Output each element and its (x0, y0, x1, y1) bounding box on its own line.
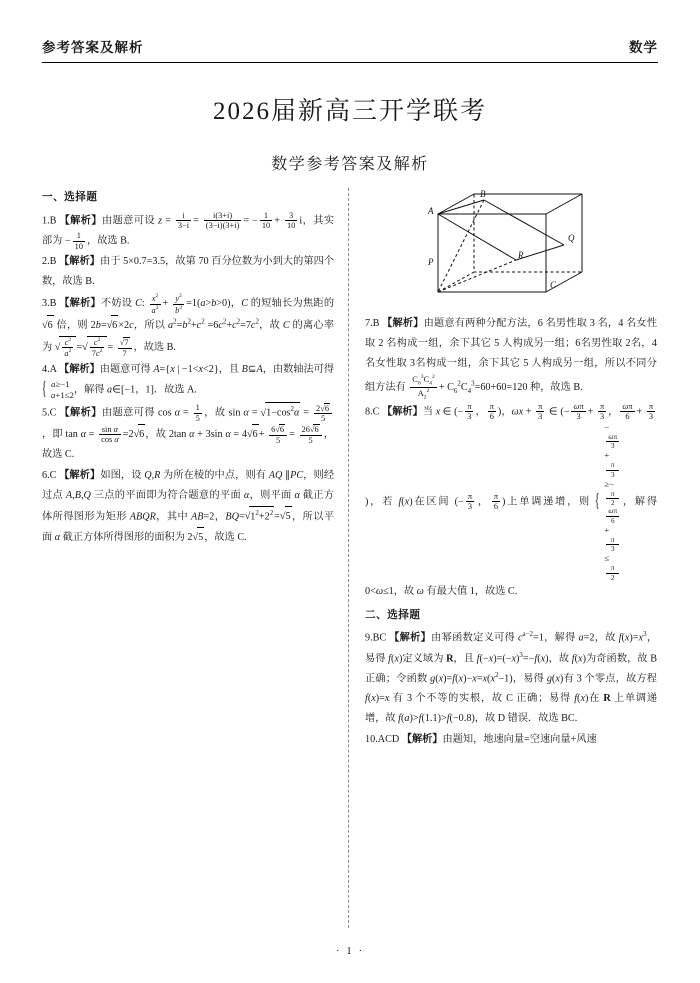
list-item: 10.ACD 【解析】由题知，地速向量=空速向量+风速 (365, 734, 597, 746)
cube-label-A: A (428, 206, 434, 216)
cube-label-P: P (428, 257, 434, 267)
list-item: 3.B 【解析】不妨设 C: $\frac{x^2}{a^2}$ + $\frac{y^2}{b^2}$ =1(a>b>0)，C 的短轴长为焦距的 √ 6 倍，则 2b= √ 6×2c，所以 $a^2=b^2+c^2 =6c^2+c^2=7c^2$，故 C 的离心率为 √ $\frac{c^2}{a^2}$ = √ $\frac{c^2}{7c^2}$ = √ $\frac{7}{7}$ ，故选 B. (42, 293, 334, 358)
item-tag: 【解析】 (382, 318, 424, 329)
list-item: 7.B 【解析】由题意有两种分配方法，6 名男性取 3 名，4 名女性取 2 名构成一组，余下其它 5 人构成另一组；6名男性取 2名，4名女性取 3名构成一组，余下其它 5 人构成另一组，所以不同分组方法有 $\frac{C_6^3C_4^2}{A_2^2}$ + $C_6^2C_4^3=60+60=120$ 种，故选 B. (365, 318, 658, 401)
column-divider (348, 188, 349, 928)
item-tag: 【解析】 (59, 256, 100, 268)
item-number: 1.B (42, 215, 57, 227)
item-number: 2.B (42, 256, 57, 268)
page-number: · 1 · (335, 945, 365, 957)
page-title: 2026届新高三开学联考 (212, 98, 487, 125)
page-subtitle: 数学参考答案及解析 (271, 156, 429, 173)
cube-label-B: B (480, 189, 486, 199)
item-number: 3.B (42, 298, 57, 310)
list-item: 8.C 【解析】当 x ∈ (− $\frac{\pi}{3}$ ， $\frac{\pi}{6}$ )，ωx + $\frac{\pi}{3}$ ∈ (− $\frac{\omega\pi}{3}$ + $\frac{\pi}{3}$ ， $\frac{\omega\pi}{6}$ + $\frac{\pi}{3}$ )，若 f(x)在区间 (− $\frac{\pi}{3}$ ， $\frac{\pi}{6}$ )上单调递增，则 { − ωπ 3 + π 3 ≥− π 2 ωπ 6 + π 3 ≤ π 2 ，解得 0<ω≤1，故 ω 有最大值 1，故选 C. (365, 402, 657, 602)
running-head-right: 数学 (629, 40, 658, 55)
list-item: 4.A 【解析】由题意可得 A={x | −1<x<2}，且 B⊆A，由数轴法可得 { a≥−1 a+1≤2 ，解得 a∈[−1，1]．故选 A. (42, 360, 334, 402)
left-column (42, 188, 346, 928)
running-head-left: 参考答案及解析 (42, 40, 144, 55)
item-number: 7.B (365, 318, 380, 329)
item-tag: 【解析】 (59, 363, 100, 375)
body-columns (42, 188, 658, 928)
item-number: 10.ACD (365, 734, 400, 746)
list-item: 6.C 【解析】如图，设 Q,R 为所在棱的中点，则有 AQ ∥PC，则经过点 A,B,Q 三点的平面即为符合题意的平面 α，则平面 α 截正方体所得图形为矩形 ABQR，其中 AB=2，BQ= √ $1^2+2^2=$ √ 5，所以平面 α 截正方体所得图形的面积为 2 √ 5，故选 C. (42, 466, 334, 548)
list-item: 5.C 【解析】由题意可得 cos α = $\frac{1}{5}$ ，故 sin α = √ $1-\cos^2\alpha$ = $\frac{2 √ 6}{5}$ ，即 tan α = $\frac{\text{sin α}}{\text{cos α}}$ =2 √ 6，故 2tan α + 3sin α = 4 √ 6+ $\frac{6 √ 6}{5}$ = $\frac{26 √ 6}{5}$ ，故选 C. (42, 402, 334, 465)
list-item: 2.B 【解析】由于 5×0.7=3.5，故第 70 百分位数为小到大的第四个数，故选 B. (42, 256, 335, 288)
list-item: 9.BC 【解析】由幂函数定义可得 $c^{a-2}=1$，解得 a=2，故 $f(x)=x^3$，易得 f(x)定义域为 R，且 $f(-x)=(-x)^3=-f(x)$，故 f(x)为奇函数，故 B 正确；令函数 $g(x)=f(x)-x=x(x^2-1)$，易得 g(x)有 3 个零点，故方程 f(x)=x 有 3 个不等的实根，故 C 正确；易得 f(x)在 R 上单调递增，故 f(a)>f(1.1)>f(−0.8)，故 D 错误．故选 BC. (365, 631, 658, 725)
item-tag: 【解析】 (389, 632, 432, 644)
item-tag: 【解析】 (401, 734, 443, 746)
item-number: 9.BC (365, 632, 387, 644)
section-heading-multi-choice: 二、选择题 (365, 609, 421, 621)
running-head-rule (42, 62, 658, 63)
running-head (42, 36, 658, 60)
item-number: 6.C (42, 470, 57, 482)
item-tag: 【解析】 (59, 407, 102, 419)
right-column (351, 188, 657, 928)
cube-label-C: C (550, 280, 557, 290)
item-number: 4.A (42, 363, 57, 375)
item-tag: 【解析】 (59, 298, 101, 310)
cube-diagram (416, 188, 606, 306)
cube-label-Q: Q (568, 233, 575, 243)
cube-label-R: R (518, 250, 524, 260)
item-tag: 【解析】 (382, 406, 423, 418)
item-number: 8.C (365, 406, 380, 418)
item-tag: 【解析】 (59, 215, 102, 227)
section-heading-single-choice: 一、选择题 (42, 192, 98, 203)
item-number: 5.C (42, 407, 57, 419)
item-tag: 【解析】 (59, 470, 101, 482)
list-item: 1.B 【解析】由题意可设 z = $\frac{i}{3-i}$ = $\frac{i(3+i)}{(3-i)(3+i)}$ = − $\frac{1}{10}$ + $\frac{3}{10}$ i，其实部为 − $\frac{1}{10}$ ，故选 B. (42, 210, 335, 251)
